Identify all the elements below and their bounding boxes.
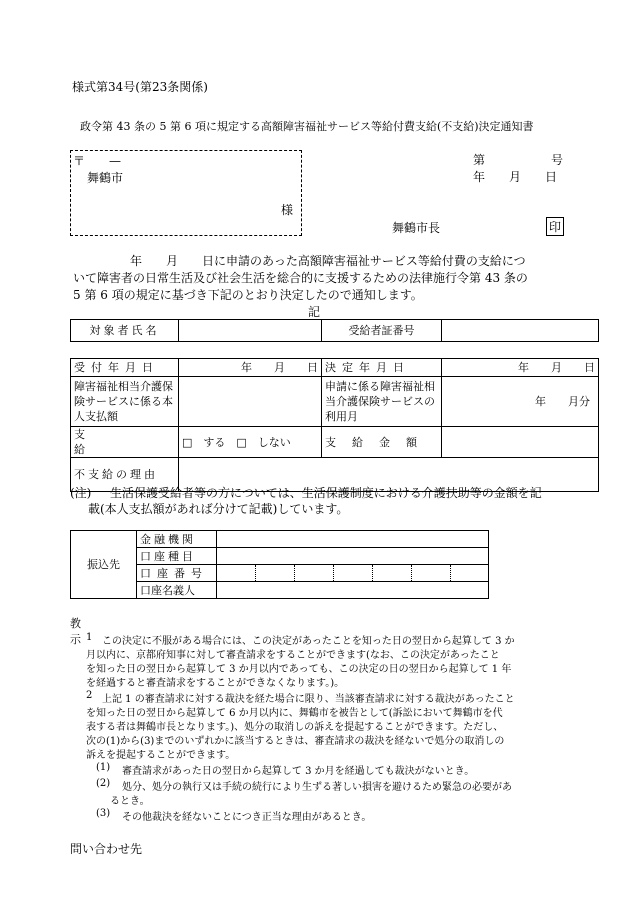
digit-cell <box>334 565 373 581</box>
item2-line: 上記 1 の審査請求に対する裁決を経た場合に限り、当該審査請求に対する裁決があったこと <box>102 694 515 705</box>
amount-value[interactable] <box>442 427 599 458</box>
payment-label: 支給 <box>71 427 179 458</box>
instructions-heading: 教示 <box>70 617 81 646</box>
digit-cell <box>217 565 256 581</box>
usage-month-value: 年 月分 <box>442 377 599 427</box>
account-number-digits <box>217 565 488 581</box>
item-number: 1 <box>86 632 93 643</box>
subject-name-value[interactable] <box>179 320 322 342</box>
contact-label: 問い合わせ先 <box>70 842 143 856</box>
item1-line: 月以内に、京都府知事に対して審査請求をすることができます(なお、この決定があったこと <box>86 650 500 661</box>
account-number-value[interactable] <box>217 565 489 582</box>
item2-line: 訴えを提起することができます。 <box>86 750 236 761</box>
sub-item-line: その他裁決を経ないことにつき正当な理由があるとき。 <box>122 812 372 823</box>
note-line-1: 生活保護受給者等の方については、生活保護制度における介護扶助等の金額を記 <box>110 486 542 500</box>
self-pay-label: 障害福祉相当介護保険サービスに係る本人支払額 <box>71 377 179 427</box>
digit-cell <box>373 565 412 581</box>
digit-cell <box>295 565 334 581</box>
bank-table <box>70 530 489 599</box>
account-holder-value[interactable] <box>217 582 489 599</box>
item1-line: この決定に不服がある場合には、この決定があったことを知った日の翌日から起算して 3 か <box>102 636 515 647</box>
item-number: 2 <box>86 690 93 701</box>
mayor-title: 舞鶴市長 <box>392 221 441 235</box>
ki-label: 記 <box>308 305 321 319</box>
cert-number-label: 受給者証番号 <box>322 320 442 342</box>
issue-date: 年 月 日 <box>473 170 558 184</box>
number-go: 号 <box>551 153 564 167</box>
bank-row-label: 金融機関 <box>137 531 217 548</box>
address-box <box>70 150 302 236</box>
payment-options[interactable]: □ する □ しない <box>179 427 322 458</box>
bank-row-label: 口座種目 <box>137 548 217 565</box>
decision-table <box>70 358 599 492</box>
subject-table <box>70 319 599 342</box>
self-pay-value[interactable] <box>179 377 322 427</box>
note-line-2: 載(本人支払額があれば分けて記載)しています。 <box>88 502 349 516</box>
item2-line: 表する者は舞鶴市長となります。)、処分の取消しの訴えを提起することができます。ただし、 <box>86 722 504 733</box>
sub-item-line: 審査請求があった日の翌日から起算して 3 か月を経過しても裁決がないとき。 <box>122 766 475 777</box>
decision-date-value: 年 月 日 <box>442 359 599 377</box>
form-number: 様式第34号(第23条関係) <box>72 80 208 94</box>
number-dai: 第 <box>473 153 486 167</box>
decision-date-label: 決定年月日 <box>322 359 442 377</box>
digit-cell <box>256 565 295 581</box>
item1-line: を知った日の翌日から起算して 3 か月以内であっても、この決定の日の翌日から起算して 1 年 <box>86 664 512 675</box>
sub-item-number: (2) <box>96 778 111 789</box>
bank-row-label: 口座番号 <box>137 565 217 582</box>
usage-month-label: 申請に係る障害福祉相当介護保険サービスの利用月 <box>322 377 442 427</box>
received-date-value: 年 月 日 <box>179 359 322 377</box>
bank-name-value[interactable] <box>217 531 489 548</box>
item2-line: 次の(1)から(3)までのいずれかに該当するときは、審査請求の裁決を経ないで処分の取消しの <box>86 736 505 747</box>
seal-mark: 印 <box>546 217 564 236</box>
digit-cell <box>451 565 488 581</box>
postal-code: 〒 — <box>73 154 122 168</box>
address-city: 舞鶴市 <box>87 171 124 185</box>
bank-row-label: 口座名義人 <box>137 582 217 599</box>
sub-item-number: (1) <box>96 762 111 773</box>
digit-cell <box>412 565 451 581</box>
item2-line: を知った日の翌日から起算して 6 か月以内に、舞鶴市を被告として(訴訟において舞鶴市を代 <box>86 708 503 719</box>
note-prefix: (注) <box>70 486 92 500</box>
sub-item-number: (3) <box>96 808 111 819</box>
reason-label: 不支給の理由 <box>71 458 179 492</box>
amount-label: 支給金額 <box>322 427 442 458</box>
item1-line: を経過すると審査請求をすることができなくなります。)。 <box>86 678 345 689</box>
body-line-3: 5 第 6 項の規定に基づき下記のとおり決定したので通知します。 <box>73 288 423 302</box>
cert-number-value[interactable] <box>442 320 599 342</box>
body-line-1: 年 月 日に申請のあった高額障害福祉サービス等給付費の支給につ <box>130 254 526 268</box>
bank-heading: 振込先 <box>71 531 137 599</box>
sub-item-line: るとき。 <box>110 796 150 807</box>
subject-name-label: 対象者氏名 <box>71 320 179 342</box>
sub-item-line: 処分、処分の執行又は手続の続行により生ずる著しい損害を避けるため緊急の必要があ <box>122 782 512 793</box>
account-type-value[interactable] <box>217 548 489 565</box>
body-line-2: いて障害者の日常生活及び社会生活を総合的に支援するための法律施行令第 43 条の <box>73 271 528 285</box>
document-title: 政令第 43 条の 5 第 6 項に規定する高額障害福祉サービス等給付費支給(不支給)決定通知書 <box>80 120 534 133</box>
honorific: 様 <box>281 203 294 217</box>
received-date-label: 受付年月日 <box>71 359 179 377</box>
